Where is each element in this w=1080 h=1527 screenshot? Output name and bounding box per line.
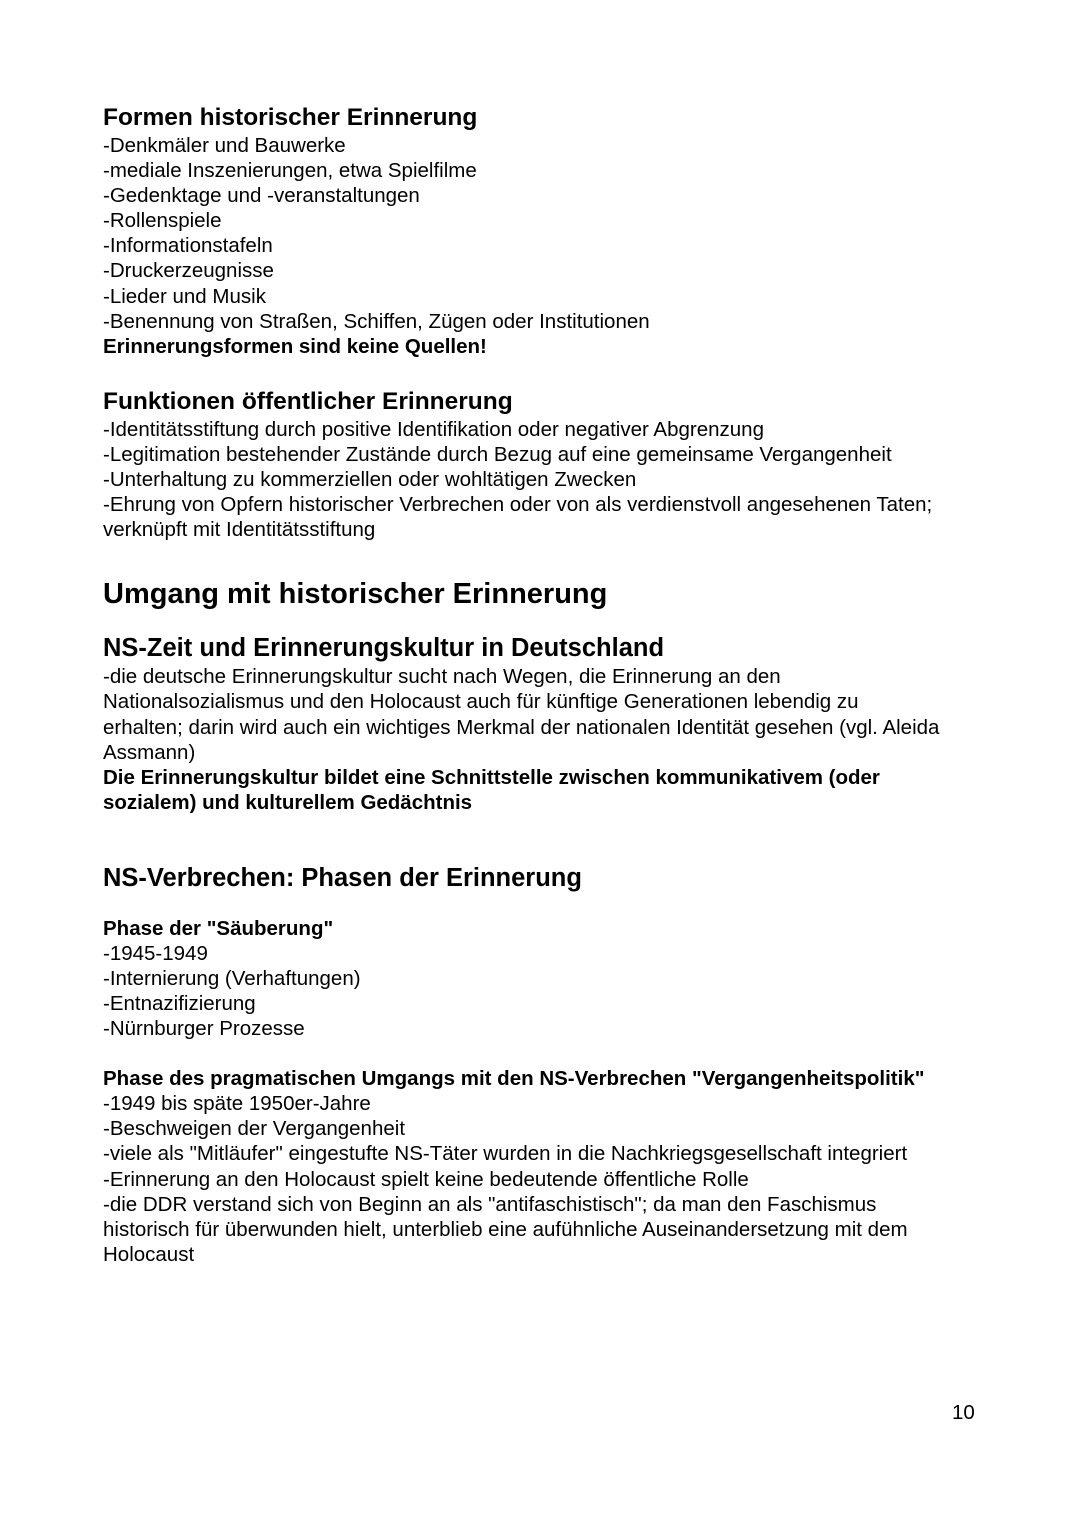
list-phase1 [103,941,983,1041]
list-item: -Druckerzeugnisse [103,259,274,283]
list-item: -Denkmäler und Bauwerke [103,134,346,157]
list-item: -Informationstafeln [103,234,273,258]
page-number: 10 [952,1401,975,1424]
list-phase2 [103,1091,983,1267]
list-item: -Entnazifizierung [103,992,256,1016]
list-item: -1945-1949 [103,941,208,965]
phase-title-saeuberung: Phase der "Säuberung" [103,916,334,940]
list-item: -die DDR verstand sich von Beginn an als "antifaschistisch"; da man den Faschismus historisch für überwunden hielt, unterblieb eine aufühnliche Auseinandersetzung mit dem Holocaust [103,1192,908,1266]
section-title-formen: Formen historischer Erinnerung [103,104,478,131]
section-title-funktionen: Funktionen öffentlicher Erinnerung [103,387,513,415]
list-item: -Internierung (Verhaftungen) [103,966,361,990]
paragraph-ns-zeit: -die deutsche Erinnerungskultur sucht nach Wegen, die Erinnerung an den Nationalsozialismus und den Holocaust auch für künftige Generationen lebendig zu erhalten; darin wird auch ein wichtiges Merkmal der nationalen Identität gesehen (vgl. Aleida Assmann) [103,665,940,764]
list-item: -Identitätsstiftung durch positive Identifikation oder negativer Abgrenzung [103,417,764,441]
list-item: -Beschweigen der Vergangenheit [103,1117,406,1141]
list-item: -Benennung von Straßen, Schiffen, Zügen oder Institutionen [103,309,650,333]
list-item: -Ehrung von Opfern historischer Verbrechen oder von als verdienstvoll angesehenen Taten; verknüpft mit Identitätsstiftung [103,493,933,542]
list-item: -Rollenspiele [103,209,222,233]
note-ns-zeit: Die Erinnerungskultur bildet eine Schnittstelle zwischen kommunikativem (oder sozialem) und kulturellem Gedächtnis [103,765,880,814]
section-title-ns-zeit: NS-Zeit und Erinnerungskultur in Deutschland [103,634,665,663]
phase-title-vergangenheitspolitik: Phase des pragmatischen Umgangs mit den NS-Verbrechen "Vergangenheitspolitik" [103,1067,925,1091]
list-item: -Legitimation bestehender Zustände durch Bezug auf eine gemeinsame Vergangenheit [103,442,892,466]
list-item: -Gedenktage und -veranstaltungen [103,184,420,208]
list-item: -Unterhaltung zu kommerziellen oder wohltätigen Zwecken [103,468,637,492]
section-title-phasen: NS-Verbrechen: Phasen der Erinnerung [103,863,582,892]
note-formen: Erinnerungsformen sind keine Quellen! [103,334,487,358]
document-page [103,103,983,1267]
list-item: -1949 bis späte 1950er-Jahre [103,1092,371,1116]
list-item: -Nürnburger Prozesse [103,1017,305,1041]
list-item: -viele als "Mitläufer" eingestufte NS-Täter wurden in die Nachkriegsgesellschaft integriert [103,1142,908,1166]
main-heading: Umgang mit historischer Erinnerung [103,578,608,611]
list-item: -Erinnerung an den Holocaust spielt keine bedeutende öffentliche Rolle [103,1167,749,1191]
list-formen [103,133,983,334]
list-funktionen [103,417,983,542]
list-item: -Lieder und Musik [103,284,266,308]
list-item: -mediale Inszenierungen, etwa Spielfilme [103,159,477,183]
